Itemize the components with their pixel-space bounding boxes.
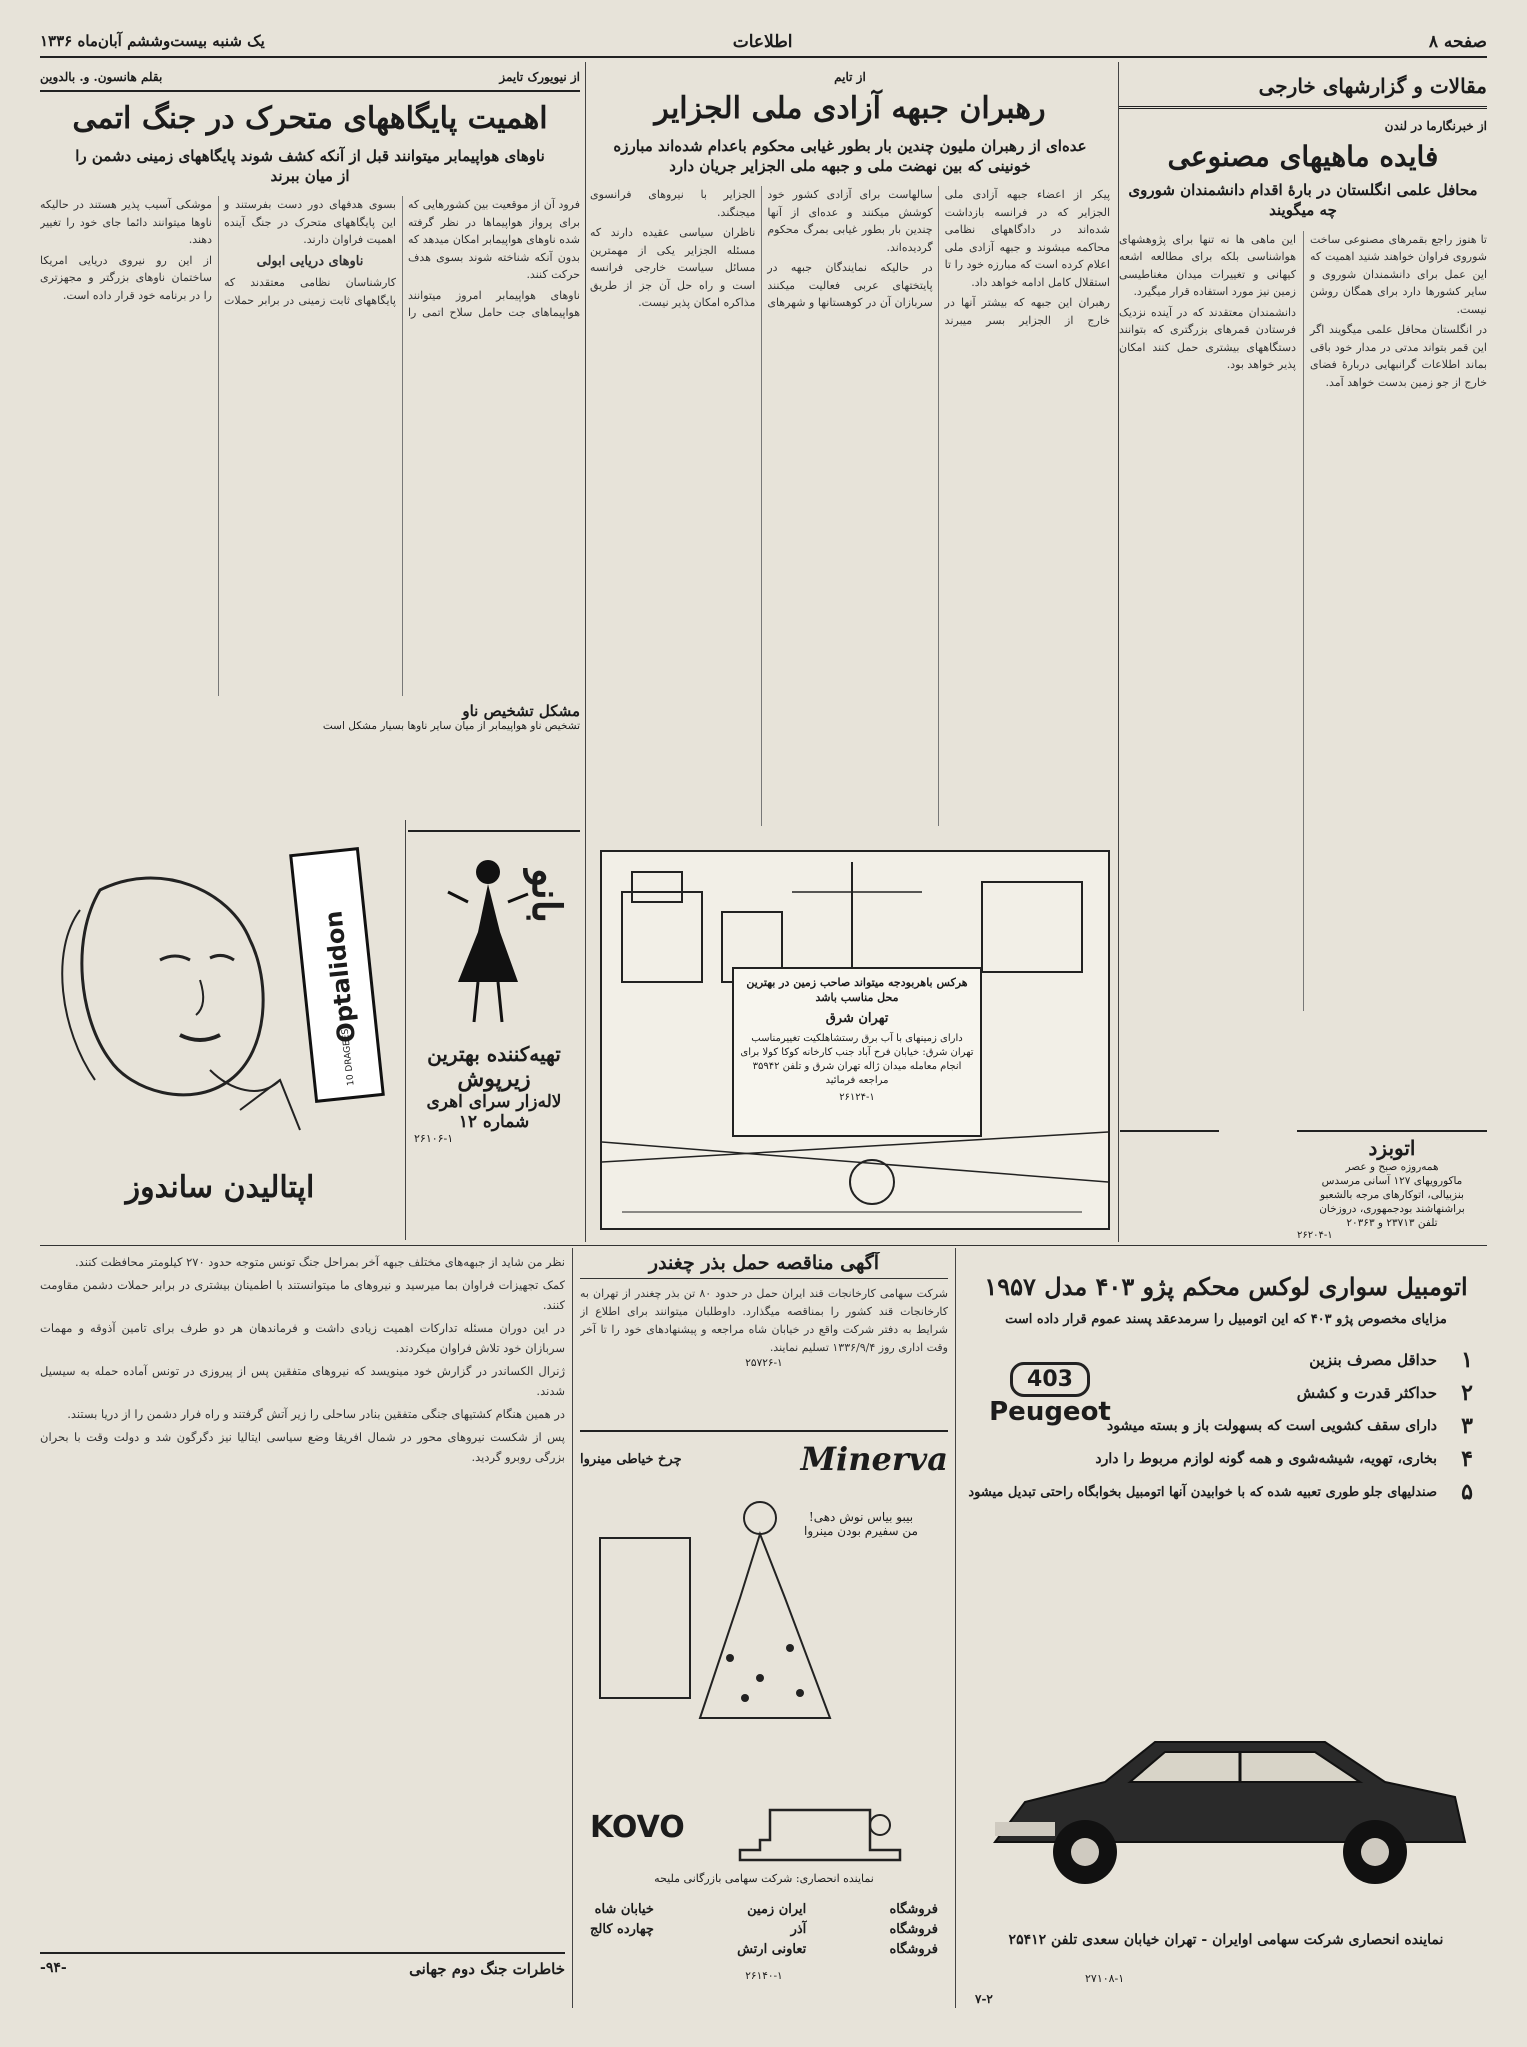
paragraph: تا هنوز راجع بقمرهای مصنوعی ساخت شوروی فراوان خواهند شنید اهمیت که این عمل برای دانشمندان شوروی و سایر کشورها دارد برای همگان روشن نیست. [1310, 232, 1487, 316]
ad-line: بنزبیالی، اتوکارهای مرجه بالشعبو [1320, 1189, 1464, 1201]
page-label: صفحه ۸ [1428, 32, 1487, 52]
article-algeria [590, 64, 1110, 844]
article-byline: بقلم هانسون. و. بالدوین [40, 70, 163, 84]
store-label: فروشگاه [889, 1922, 938, 1937]
paragraph: کمک تجهیزات فراوان بما میرسید و نیروهای ما میتوانستند با اطمینان بیشتری در برابر حملات دشمن مقاومت کنند. [40, 1278, 565, 1312]
ad-tender [580, 1252, 948, 1432]
banoo-logo: بانو [522, 867, 570, 924]
feature-number: ۲ [1461, 1380, 1473, 1406]
sewing-machine-icon [730, 1790, 910, 1870]
feature-number: ۴ [1461, 1446, 1473, 1472]
article-body [40, 196, 580, 696]
ad-optalidon [40, 830, 400, 1240]
article-ww2-memoir [40, 1252, 565, 2012]
feature-text: صندلیهای جلو طوری تعبیه شده که با خوابیدن آنها اتومبیل بخوابگاه راحتی تبدیل میشود [968, 1484, 1437, 1500]
pack-text: 10 DRAGEES [340, 1028, 357, 1087]
ad-details: دارای زمینهای با آب برق رستشاهلکیت تغییرمناسب تهران شرق: خیابان فرح آباد جنب کارخانه کوکا کولا برای انجام معامله میدان ژاله تهران شرق و تلفن ۳۵۹۴۲ مراجعه فرمائید [740, 1033, 974, 1086]
column-rule [955, 1248, 956, 2008]
ad-line: زیرپوش [457, 1066, 531, 1092]
article-source: از خبرنگارما در لندن [1384, 119, 1487, 133]
ad-peugeot [965, 1252, 1487, 2022]
ad-code: ۲۶۱۴۰-۱ [745, 1970, 783, 1982]
ad-footer: نماینده انحصاری شرکت سهامی اوایران - تهران خیابان سعدی تلفن ۲۵۴۱۲ [1008, 1932, 1444, 1948]
ad-company: تهران شرق [825, 1011, 889, 1026]
kovo-logo: KOVO [590, 1810, 685, 1845]
paragraph: ناظران سیاسی عقیده دارند که مسئله الجزایر یکی از مهمترین مسائل سیاست خارجی فرانسه است و راه حل آن جز از طریق مذاکره امکان پذیر نیست. [590, 226, 756, 309]
store-col [737, 1900, 806, 1960]
ad-land-textbox [732, 967, 982, 1137]
store-col [590, 1900, 654, 1960]
feature-item [965, 1446, 1487, 1472]
store-name: تعاونی ارتش [737, 1942, 807, 1957]
ad-text [408, 1042, 580, 1145]
paragraph: پس از شکست نیروهای محور در شمال افریقا وضع سیاسی ایتالیا نیز دگرگون شد و دولت وقت با بحران بزرگی روبرو گردید. [40, 1430, 565, 1464]
section-title: مقالات و گزارشهای خارجی [1119, 64, 1487, 109]
paragraph: ناوهای هواپیمابر امروز میتوانند هواپیماهای جت حامل سلاح اتمی را بسوی هدفهای دور دست بفرستند و این پایگاههای متحرک در جنگ آینده اهمیت فراوان دارند. [224, 198, 580, 319]
feature-number: ۳ [1461, 1413, 1473, 1439]
paragraph: در این دوران مسئله تدارکات اهمیت زیادی داشت و فرماندهان هر دو طرف برای تامین آذوقه و مهمات سربازان خود تلاش فراوان میکردند. [40, 1321, 565, 1355]
article-footer [40, 1952, 565, 1978]
car-illustration [965, 1692, 1487, 1922]
feature-item [965, 1479, 1487, 1505]
feature-number: ۱ [1461, 1347, 1473, 1373]
ad-code: ۲۷۱۰۸-۱ [1085, 1972, 1125, 1985]
woman-figure-illustration [408, 832, 580, 1032]
paragraph: کارشناسان نظامی معتقدند که پایگاههای ثابت زمینی در برابر حملات موشکی آسیب پذیر هستند در حالیکه ناوها میتوانند دائما جای خود را تغییر دهند. [40, 198, 396, 307]
ad-line: براشنهاشند بودجمهوری، دروزخان [1319, 1203, 1465, 1215]
ad-body: شرکت سهامی کارخانجات قند ایران حمل در حدود ۸۰ تن بذر چغندر از تهران به کارخانجات قند کشور را بمناقصه میگذارد. داوطلبان میتوانند برای اطلاع از شرایط به دفتر شرکت واقع در خیابان شاه مراجعه و پیشنهادهای خود را تا آخر وقت اداری روز ۱۳۳۶/۹/۴ تسلیم نمایند. [580, 1287, 948, 1354]
paragraph: فرود آن از موقعیت بین کشورهایی که برای پرواز هواپیماها در نظر گرفته شده ناوهای هواپیمابر امکان میدهد که بدون آنکه شناخته شوند بسوی هدف حرکت کنند. [408, 198, 580, 281]
article-footer-head: مشکل تشخیص ناو [462, 702, 580, 720]
article-subhead: ناوهای هواپیمابر میتوانند قبل از آنکه کشف شوند پایگاههای زمینی دشمن را از میان ببرند [75, 146, 545, 185]
column-rule [585, 62, 586, 1242]
feature-text: حداکثر قدرت و کشش [1296, 1384, 1437, 1402]
paragraph: در انگلستان محافل علمی میگویند اگر این قمر بتواند مدتی در مدار خود باقی بماند اطلاعات گرانبهایی دربارهٔ فضای خارج از جو زمین بدست خواهد آمد. [1310, 323, 1487, 389]
footer-title: خاطرات جنگ دوم جهانی [409, 1960, 565, 1978]
store-address: خیابان شاه [594, 1902, 654, 1917]
ad-code: ۲۶۱۲۴-۱ [839, 1092, 875, 1103]
minerva-persian-logo: چرخ خیاطی مینروا [580, 1451, 682, 1467]
tagline: من سفیرم بودن مینروا [804, 1524, 918, 1538]
ad-code: ۲۵۷۲۶-۱ [745, 1357, 783, 1369]
ad-line: تهیه‌کننده بهترین [427, 1042, 561, 1066]
feature-text: دارای سقف کشویی است که بسهولت باز و بسته میشود [1107, 1418, 1437, 1434]
article-body [590, 186, 1110, 826]
ad-caption: اپتالیدن ساندوز [125, 1170, 315, 1205]
peugeot-logo [985, 1362, 1115, 1427]
article-mobile-bases [40, 64, 580, 824]
article-headline: اهمیت پایگاههای متحرک در جنگ اتمی [72, 101, 548, 136]
corner-mark: ۷-۲ [975, 1992, 993, 2006]
feature-number: ۵ [1461, 1479, 1473, 1505]
ad-code: ۲۶۲۰۴-۱ [1297, 1230, 1333, 1241]
store-col [889, 1900, 938, 1960]
ad-line: شماره ۱۲ [458, 1112, 530, 1132]
ad-title: آگهی مناقصه حمل بذر چغندر [580, 1252, 948, 1279]
store-label: فروشگاه [889, 1902, 938, 1917]
ad-otobuzd [1297, 1130, 1487, 1242]
page-mark: -۹۴- [40, 1960, 67, 1976]
store-label: فروشگاه [889, 1942, 938, 1957]
brand-latin: Peugeot [989, 1397, 1111, 1427]
paragraph: پیکر از اعضاء جبهه آزادی ملی الجزایر که در فرانسه بازداشت شده‌اند در دادگاههای نظامی محاکمه میشوند و جبهه آزادی ملی اعلام کرده است که مبارزه خود را تا استقلال کامل ادامه خواهد داد. [944, 188, 1110, 289]
feature-text: بخاری، تهویه، شیشه‌شوی و همه گونه لوازم مربوط را دارد [1095, 1451, 1437, 1467]
ad-intro: مزایای مخصوص پژو ۴۰۳ که این اتومبیل را سرمدعقد پسند عموم قرار داده است [1005, 1312, 1447, 1327]
paragraph: از این رو نیروی دریایی امریکا ساختمان ناوهای بزرگتر و مجهزتری را در برنامه خود قرار داده است. [40, 253, 212, 302]
article-subhead: محافل علمی انگلستان در بارهٔ اقدام دانشمندان شوروی چه میگویند [1128, 181, 1478, 220]
article-meta [40, 64, 580, 92]
article-artificial-moons [1119, 64, 1487, 1184]
page-header [40, 28, 1487, 58]
article-headline: رهبران جبهه آزادی ملی الجزایر [654, 91, 1046, 126]
brand-name: Optalidon [319, 909, 362, 1045]
section-divider [40, 1245, 1487, 1246]
minerva-latin-logo: Minerva [800, 1440, 948, 1478]
paragraph: ژنرال الکساندر در گزارش خود مینویسد که نیروهای متفقین پس از پیروزی در تونس آماده حمله به سیسیل شدند. [40, 1364, 565, 1398]
sewing-machine-row [580, 1790, 948, 1870]
ad-banoo [408, 830, 580, 1240]
paragraph: رهبران این جبهه که بیشتر آنها در خارج از الجزایر بسر میبرند سالهاست برای آزادی کشور خود کوشش میکنند و عده‌ای از آنها چندین بار بطور غیابی بمرگ محکوم گردیده‌اند. [767, 188, 1110, 327]
ad-lines [1297, 1160, 1487, 1230]
ad-line: ماکورویهای ۱۲۷ آسانی مرسدس [1321, 1175, 1463, 1187]
issue-date: یک شنبه بیست‌وششم آبان‌ماه ۱۳۳۶ [40, 32, 265, 50]
article-footer-text: تشخیص ناو هواپیمابر از میان سایر ناوها بسیار مشکل است [322, 720, 580, 732]
article-subhead: عده‌ای از رهبران ملیون چندین بار بطور غیابی محکوم باعدام شده‌اند مبارزه خونینی که بین نهضت ملی و جبهه ملی الجزایر جریان دارد [613, 136, 1087, 175]
ad-line: همه‌روزه صبح و عصر [1345, 1161, 1439, 1173]
minerva-rep: نماینده انحصاری: شرکت سهامی بازرگانی ملیحه [654, 1872, 874, 1885]
model-badge: 403 [1010, 1362, 1090, 1397]
paragraph: در حالیکه نمایندگان جبهه در پایتختهای عربی فعالیت میکنند سربازان آن در کوهستانها و شهرهای الجزایر با نیروهای فرانسوی میجنگند. [590, 188, 933, 309]
store-address: چهارده کالج [590, 1922, 654, 1937]
article-headline: فایده ماهیهای مصنوعی [1167, 140, 1439, 173]
article-midhead: ناوهای دریایی ابولی [256, 253, 364, 269]
ad-code: ۲۶۱۰۶-۱ [414, 1132, 454, 1145]
minerva-logo-row [580, 1440, 948, 1478]
store-list [590, 1900, 938, 1960]
paragraph: این ماهی ها نه تنها برای پژوهشهای هواشناسی بلکه برای مطالعه اشعه کیهانی و تغییرات میدان مغناطیسی زمین نیز مورد استفاده قرار میگیرد. [1119, 232, 1296, 298]
ad-minerva [580, 1440, 948, 2020]
paragraph: در همین هنگام کشتیهای جنگی متفقین بنادر ساحلی را زیر آتش گرفتند و راه فرار دشمن را از دریا بستند. [67, 1407, 565, 1421]
paragraph: دانشمندان معتقدند که در آینده نزدیک فرستادن قمرهای بزرگتری که بتوانند دستگاههای بیشتری حمل کنند امکان پذیر خواهد بود. [1119, 305, 1296, 371]
store-name: آذر [790, 1922, 807, 1937]
article-source: از تایم [834, 70, 866, 84]
tagline: بیبو بیاس نوش دهی! [808, 1510, 914, 1524]
ad-otobuzd-spacer [1120, 1130, 1219, 1240]
minerva-taglines [776, 1510, 946, 1538]
newspaper-name: اطلاعات [732, 32, 793, 52]
paragraph: نظر من شاید از جبهه‌های مختلف جبهه آخر بمراحل جنگ تونس متوجه حدود ۲۷۰ کیلومتر محافظت کنند. [75, 1255, 565, 1269]
article-body [40, 1252, 565, 1952]
ad-land-tehran-shargh [600, 850, 1110, 1230]
ad-headline: هرکس باهربودجه میتواند صاحب زمین در بهترین محل مناسب باشد [746, 976, 968, 1004]
column-rule [405, 820, 406, 1240]
ad-line: لاله‌زار سرای اهری [426, 1092, 562, 1112]
article-body [1119, 231, 1487, 1011]
ad-headline: اتومبیل سواری لوکس محکم پژو ۴۰۳ مدل ۱۹۵۷ [984, 1272, 1468, 1301]
ad-line: تلفن ۲۳۷۱۳ و ۲۰۳۶۳ [1346, 1217, 1438, 1229]
column-rule [572, 1248, 573, 2008]
ad-title: اتوبزد [1368, 1136, 1416, 1160]
feature-text: حداقل مصرف بنزین [1309, 1351, 1437, 1369]
article-source: از نیویورک تایمز [499, 70, 580, 84]
store-name: ایران زمین [747, 1902, 807, 1917]
